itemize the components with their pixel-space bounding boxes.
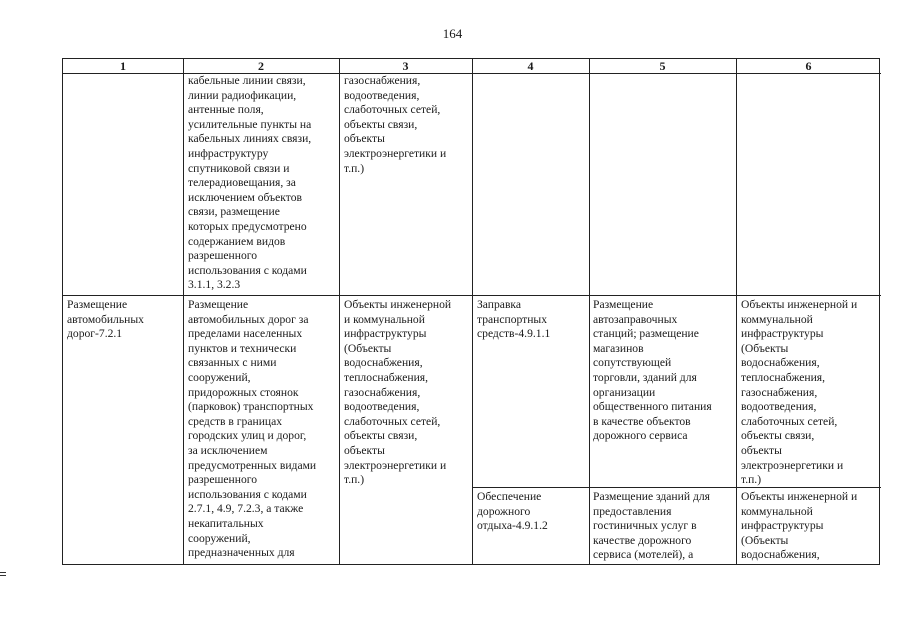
column-divider bbox=[589, 59, 590, 564]
row1-col2-text: кабельные линии связи, линии радиофикации, антенные поля, усилительные пункты на кабельных линиях связи, инфраструктуру спутниковой связи и телерадиовещания, за исключением объектов связи, размещение которых предусмотрено содержанием видов разрешенного использования с кодами 3.1.1, 3.2.3 bbox=[188, 74, 312, 292]
subrow2-col6-text: Объекты инженерной и коммунальной инфраструктуры (Объекты водоснабжения, bbox=[741, 490, 858, 562]
header-col-4: 4 bbox=[527, 59, 534, 73]
header-col-1: 1 bbox=[120, 59, 126, 73]
subrow2-col5-text: Размещение зданий для предоставления гостиничных услуг в качестве дорожного сервиса (мотелей), а bbox=[593, 490, 710, 562]
row-rule bbox=[63, 295, 881, 296]
subrow1-col4-text: Заправка транспортных средств-4.9.1.1 bbox=[477, 298, 551, 341]
header-col-3: 3 bbox=[402, 59, 409, 73]
column-divider bbox=[472, 59, 473, 564]
page-number: 164 bbox=[442, 26, 463, 41]
subrow1-col6-text: Объекты инженерной и коммунальной инфраструктуры (Объекты водоснабжения, теплоснабжения, газоснабжения, водоотведения, слаботочных сетей, объекты связи, объекты электроэнергетики и т.п.) bbox=[741, 298, 858, 487]
zoning-table bbox=[62, 58, 880, 565]
subrow1-col5-text: Размещение автозаправочных станций; размещение магазинов сопутствующей торговли, зданий для организации общественного питания в качестве объектов дорожного сервиса bbox=[593, 298, 712, 443]
margin-mark bbox=[0, 572, 6, 573]
row2-col1-text: Размещение автомобильных дорог-7.2.1 bbox=[67, 298, 144, 341]
subrow2-col4-text: Обеспечение дорожного отдыха-4.9.1.2 bbox=[477, 490, 548, 533]
header-col-5: 5 bbox=[659, 59, 666, 73]
column-divider bbox=[736, 59, 737, 564]
header-col-2: 2 bbox=[258, 59, 264, 73]
margin-mark bbox=[0, 575, 6, 576]
column-divider bbox=[183, 59, 184, 564]
row1-col3-text: газоснабжения, водоотведения, слаботочных сетей, объекты связи, объекты электроэнергетики и т.п.) bbox=[344, 74, 447, 175]
header-rule bbox=[63, 73, 881, 74]
row2-col3-text: Объекты инженерной и коммунальной инфраструктуры (Объекты водоснабжения, теплоснабжения, газоснабжения, водоотведения, слаботочных сетей, объекты связи, объекты электроэнергетики и т.п.) bbox=[344, 298, 452, 487]
header-col-6: 6 bbox=[805, 59, 812, 73]
row2-col2-text: Размещение автомобильных дорог за пределами населенных пунктов и технически связанных с ними сооружений, придорожных стоянок (парковок) транспортных средств в границах городских улиц и дорог, за исключением предусмотренных видами разрешенного использования с кодами 2.7.1, 4.9, 7.2.3, а также некапитальных сооружений, предназначенных для bbox=[188, 298, 317, 560]
column-divider bbox=[339, 59, 340, 564]
